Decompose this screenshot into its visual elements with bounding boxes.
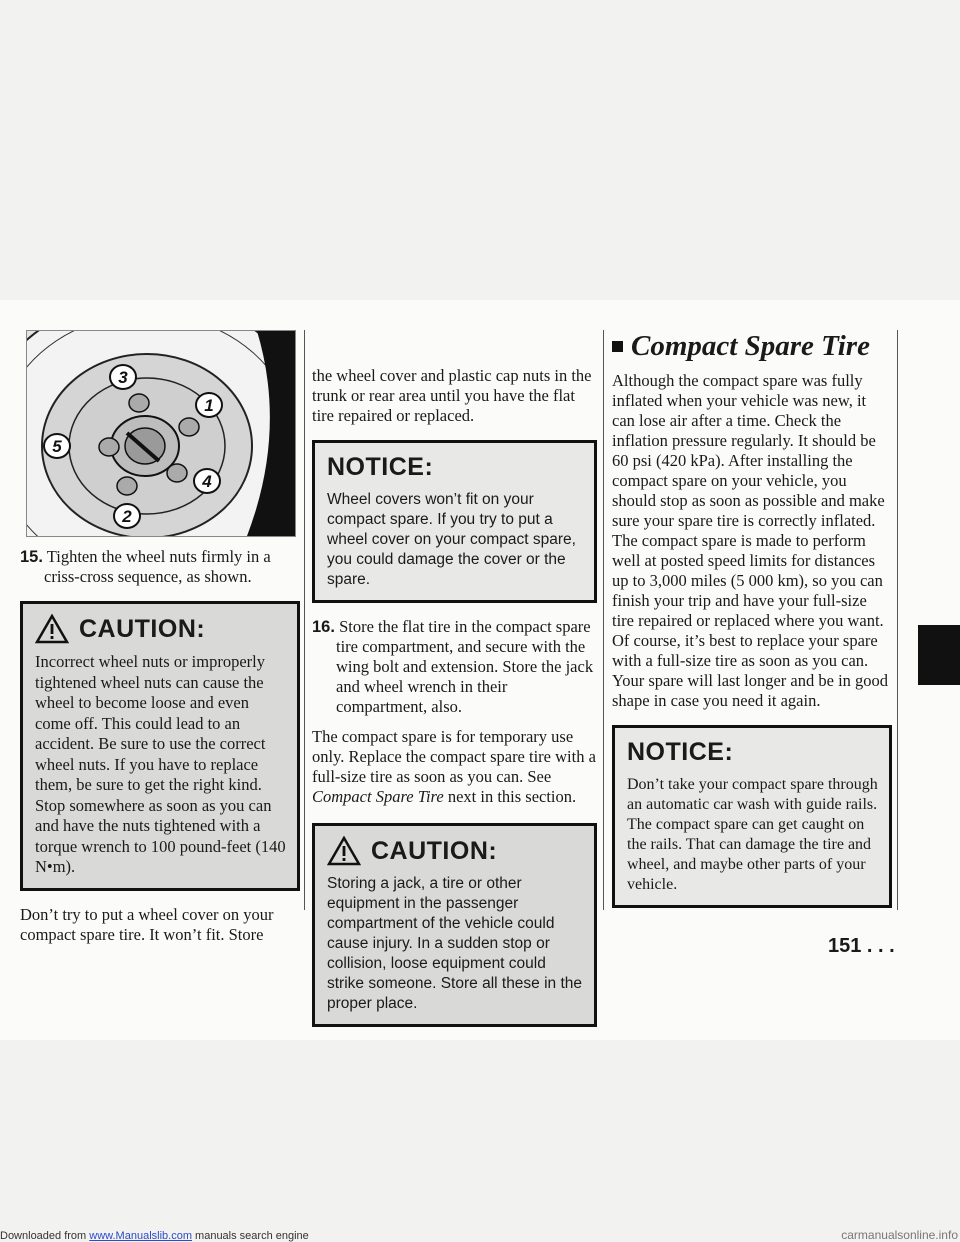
paragraph-compact-spare: Although the compact spare was fully inflated when your vehicle was new, it can lose air after a time. Check the inflation pressure regularly. It should be 60 psi (420 kPa). After installing the compact spare on your vehicle, you should stop as soon as possible and make sure your spare tire is correctly inflated. The compact spare is made to perform well at posted speed limits for distances up to 3,000 miles (5 000 km), so you can finish your trip and have your full-size tire repaired or replaced where you want. Of course, it’s best to replace your spare with a full-size tire as soon as you can. Your spare will last longer and be in good shape in case you need it again. — [612, 371, 889, 710]
callout-2: 2 — [122, 507, 132, 526]
wheel-illustration-icon — [27, 331, 295, 536]
watermark: carmanualsonline.info — [841, 1228, 958, 1242]
notice-box-wheel-covers — [312, 440, 597, 603]
notice-heading: NOTICE: — [327, 453, 434, 481]
section-tab-marker — [918, 625, 960, 685]
step-text: Store the flat tire in the compact spare tire compartment, and secure with the wing bolt and extension. Store the jack and wheel wrench in their compartment, also. — [336, 617, 594, 716]
step-text: Tighten the wheel nuts firmly in a criss-cross sequence, as shown. — [44, 547, 271, 586]
caution-box-wheel-nuts — [20, 601, 300, 891]
paragraph-store-cover: the wheel cover and plastic cap nuts in the trunk or rear area until you have the flat tire repaired or replaced. — [312, 366, 592, 425]
notice-text: Don’t take your compact spare through an automatic car wash with guide rails. The compact spare can get caught on the rails. That can damage the tire and wheel, and maybe other parts of your vehicle. — [627, 776, 878, 893]
step-number: 16. — [312, 618, 335, 636]
download-footer: Downloaded from www.Manualslib.com manuals search engine — [0, 1230, 309, 1242]
section-title: Compact Spare Tire — [612, 330, 892, 363]
caution-text: Incorrect wheel nuts or improperly tightened wheel nuts can cause the wheel to become loose and even come off. This could lead to an accident. Be sure to use the correct wheel nuts. If you have to replace them, be sure to get the right kind. Stop somewhere as soon as you can and have the nuts tightened with a torque wrench to 100 pound-feet (140 N•m). — [35, 652, 286, 876]
warning-triangle-icon — [327, 836, 361, 866]
step-number: 15. — [20, 548, 43, 566]
column-divider-1 — [304, 330, 305, 910]
caution-text: Storing a jack, a tire or other equipment in the passenger compartment of the vehicle could cause injury. In a sudden stop or collision, loose equipment could strike someone. Store all these in the proper place. — [327, 875, 583, 1012]
step-15 — [20, 547, 300, 587]
step-16 — [312, 617, 597, 717]
caution-box-storage — [312, 823, 597, 1027]
paragraph-temporary-use: The compact spare is for temporary use only. Replace the compact spare tire with a full-size tire as soon as you can. See Compact Spare Tire next in this section. — [312, 727, 596, 806]
column-divider-3 — [897, 330, 898, 910]
notice-box-car-wash — [612, 725, 892, 908]
callout-5: 5 — [52, 437, 62, 456]
caution-heading: CAUTION: — [35, 614, 287, 644]
callout-1: 1 — [204, 396, 214, 415]
column-middle — [312, 330, 597, 1027]
warning-triangle-icon — [35, 614, 69, 644]
column-left — [20, 330, 300, 945]
column-right — [612, 330, 892, 908]
cross-reference: Compact Spare Tire — [312, 787, 444, 806]
wheel-nut-sequence-illustration — [26, 330, 296, 537]
page-number: 151 . . . — [828, 935, 895, 957]
caution-heading: CAUTION: — [327, 836, 584, 866]
callout-3: 3 — [118, 368, 128, 387]
column-divider-2 — [603, 330, 604, 910]
bullet-square-icon — [612, 341, 623, 352]
manualslib-link[interactable]: www.Manualslib.com — [89, 1230, 192, 1242]
notice-text: Wheel covers won’t fit on your compact spare. If you try to put a wheel cover on your compact spare, you could damage the cover or the spare. — [327, 491, 576, 588]
callout-4: 4 — [202, 472, 212, 491]
paragraph-wheel-cover: Don’t try to put a wheel cover on your compact spare tire. It won’t fit. Store — [20, 904, 274, 944]
notice-heading: NOTICE: — [627, 738, 734, 766]
